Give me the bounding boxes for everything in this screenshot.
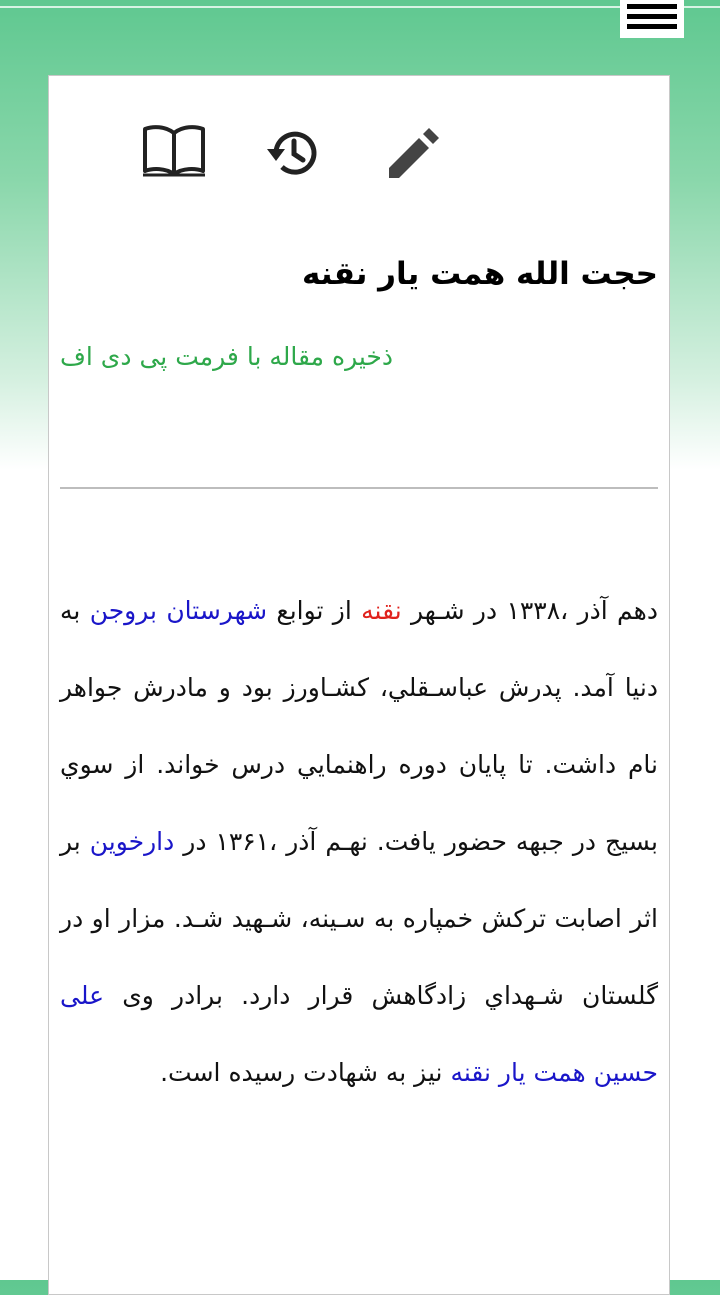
- menu-bar: [627, 4, 677, 9]
- article-paragraph: [60, 572, 658, 1111]
- text-run: نیز به شهادت رسیده است.: [160, 1058, 451, 1087]
- history-icon[interactable]: [264, 124, 322, 182]
- link-naghneh[interactable]: نقنه: [361, 596, 402, 625]
- hamburger-menu-icon[interactable]: [620, 0, 684, 38]
- book-icon[interactable]: [141, 121, 207, 179]
- text-run: به دنيا آمد. پدرش عباسـقلي، كشـاورز بود و مادرش جواهر نام داشت. تا پايان دوره راهنمايي درس خواند. از سوي بسيج در جبهه حضور يافت. نهـم آذر ،۱۳۶۱ در: [60, 596, 658, 856]
- text-run: دهم آذر ،۱۳۳۸ در شـهر: [401, 596, 658, 625]
- menu-bar: [627, 24, 677, 29]
- link-borujen-county[interactable]: شهرستان بروجن: [89, 596, 268, 625]
- text-run: بر اثر اصابت تركش خمپاره به سـينه، شـهيد شـد. مزار او در گلستان شـهداي زادگاهش قرار دارد. برادر وی: [60, 827, 658, 1010]
- article-card: [48, 75, 670, 1295]
- top-accent-line: [0, 6, 720, 8]
- divider: [60, 487, 658, 489]
- text-run: از توابع: [267, 596, 362, 625]
- edit-pencil-icon[interactable]: [383, 122, 443, 182]
- link-darkhovin[interactable]: دارخوین: [89, 827, 175, 856]
- page-title: حجت الله همت یار نقنه: [301, 256, 658, 292]
- save-pdf-link[interactable]: ذخیره مقاله با فرمت پی دی اف: [60, 342, 393, 371]
- link-ali-hossein[interactable]: علی حسین همت یار نقنه: [60, 981, 658, 1087]
- menu-bar: [627, 14, 677, 19]
